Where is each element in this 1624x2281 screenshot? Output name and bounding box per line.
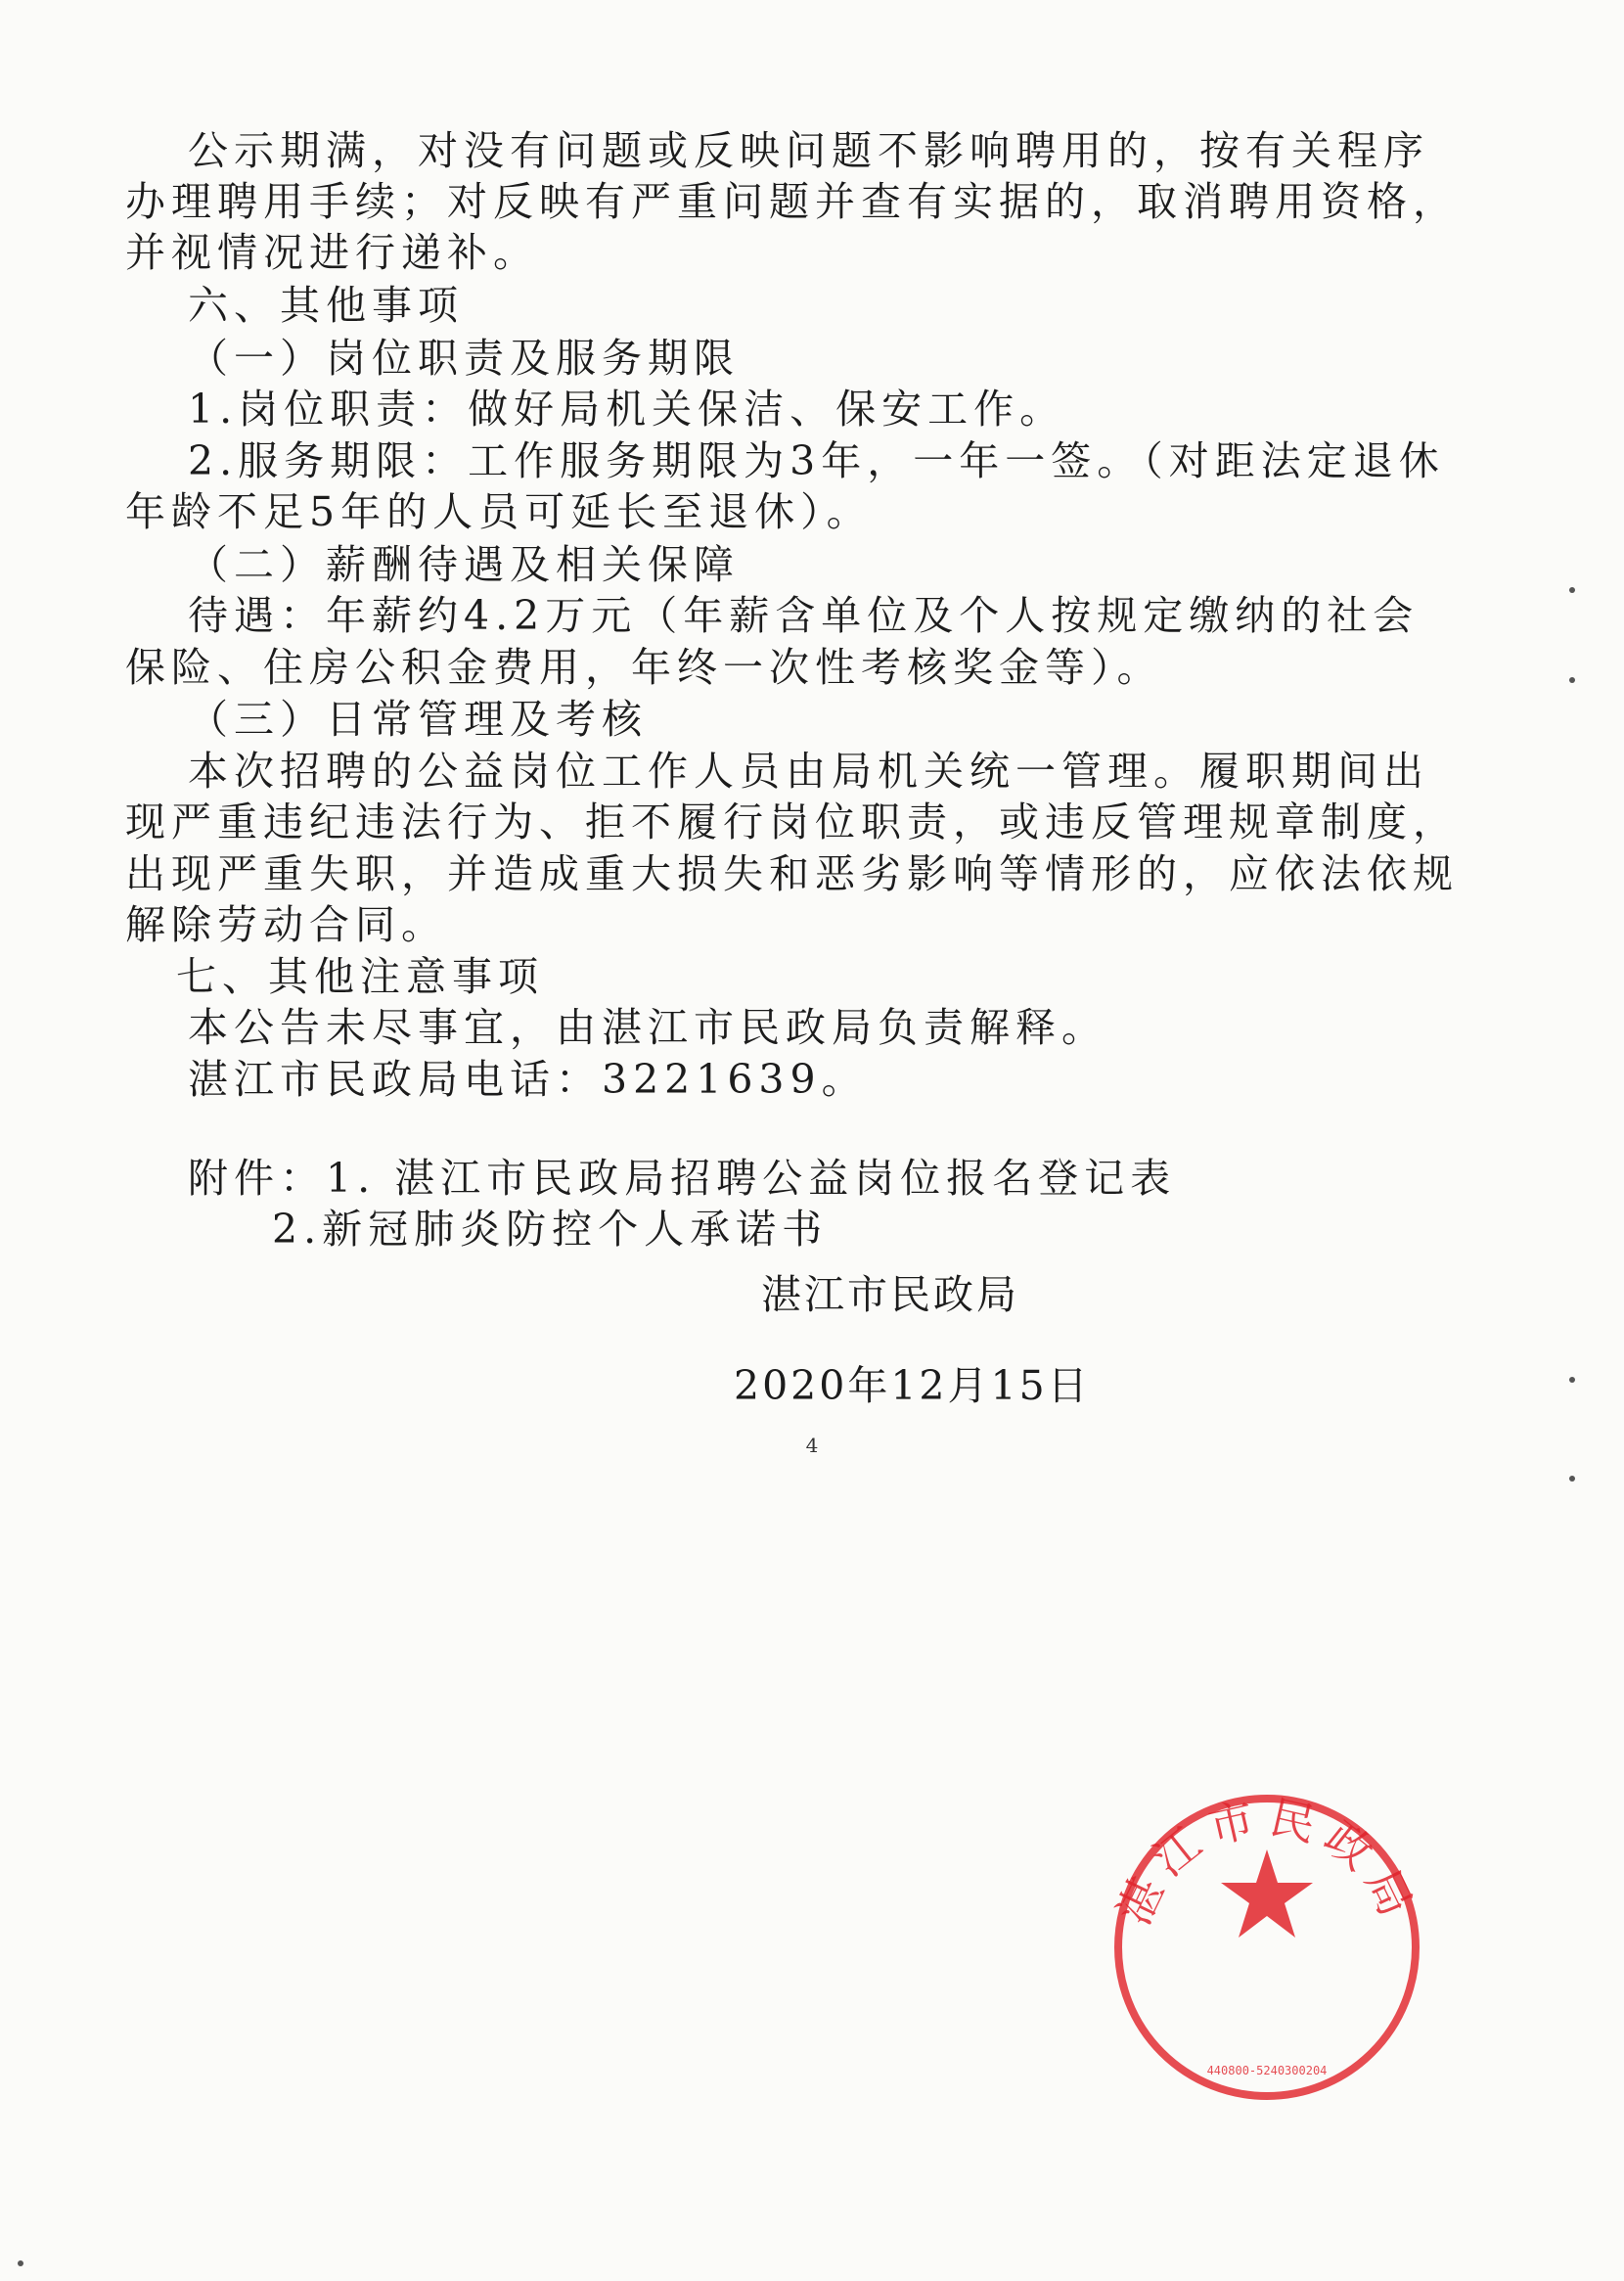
text-line: 现严重违纪违法行为、拒不履行岗位职责，或违反管理规章制度， (125, 798, 1459, 845)
signature-org: 湛江市民政局 (761, 1271, 1019, 1318)
seal-code: 440800-5240300204 (1206, 2064, 1328, 2077)
text-line: 办理聘用手续；对反映有严重问题并查有实据的，取消聘用资格， (125, 178, 1459, 225)
subsection-heading: （二）薪酬待遇及相关保障 (188, 541, 740, 588)
text-line: 出现严重失职，并造成重大损失和恶劣影响等情形的，应依法依规 (125, 850, 1459, 897)
text-line: 保险、住房公积金费用，年终一次性考核奖金等）。 (125, 644, 1163, 691)
official-seal (1101, 1781, 1433, 2114)
seal-name: 湛江市民政局 (1106, 1790, 1427, 1934)
text-line: 并视情况进行递补。 (125, 229, 539, 276)
scan-speck (1569, 587, 1575, 593)
text-line: 年龄不足5年的人员可延长至退休）。 (125, 488, 873, 535)
scan-speck (1569, 677, 1575, 683)
subsection-heading: （三）日常管理及考核 (188, 696, 648, 743)
subsection-heading: （一）岗位职责及服务期限 (188, 335, 740, 382)
scan-speck (1569, 1377, 1575, 1383)
scan-speck (18, 2260, 23, 2266)
phone-line: 湛江市民政局电话：3221639。 (188, 1056, 868, 1103)
section-heading: 六、其他事项 (188, 282, 464, 329)
attachment-line: 附件：1. 湛江市民政局招聘公益岗位报名登记表 (188, 1155, 1177, 1202)
signature-date: 2020年12月15日 (734, 1362, 1091, 1409)
text-line: 解除劳动合同。 (125, 901, 447, 948)
text-line: 2.服务期限：工作服务期限为3年，一年一签。（对距法定退休 (188, 437, 1445, 484)
text-line: 本次招聘的公益岗位工作人员由局机关统一管理。履职期间出 (188, 748, 1429, 795)
scan-speck (1569, 1476, 1575, 1482)
text-line: 1.岗位职责：做好局机关保洁、保安工作。 (188, 386, 1066, 433)
seal-star-icon (1221, 1849, 1313, 1938)
section-heading: 七、其他注意事项 (176, 953, 544, 1000)
attachment-line: 2.新冠肺炎防控个人承诺书 (272, 1206, 829, 1253)
text-line: 本公告未尽事宜，由湛江市民政局负责解释。 (188, 1004, 1107, 1051)
text-line: 公示期满，对没有问题或反映问题不影响聘用的，按有关程序 (188, 127, 1429, 174)
text-line: 待遇：年薪约4.2万元（年薪含单位及个人按规定缴纳的社会 (188, 592, 1420, 639)
page-number: 4 (805, 1434, 819, 1457)
